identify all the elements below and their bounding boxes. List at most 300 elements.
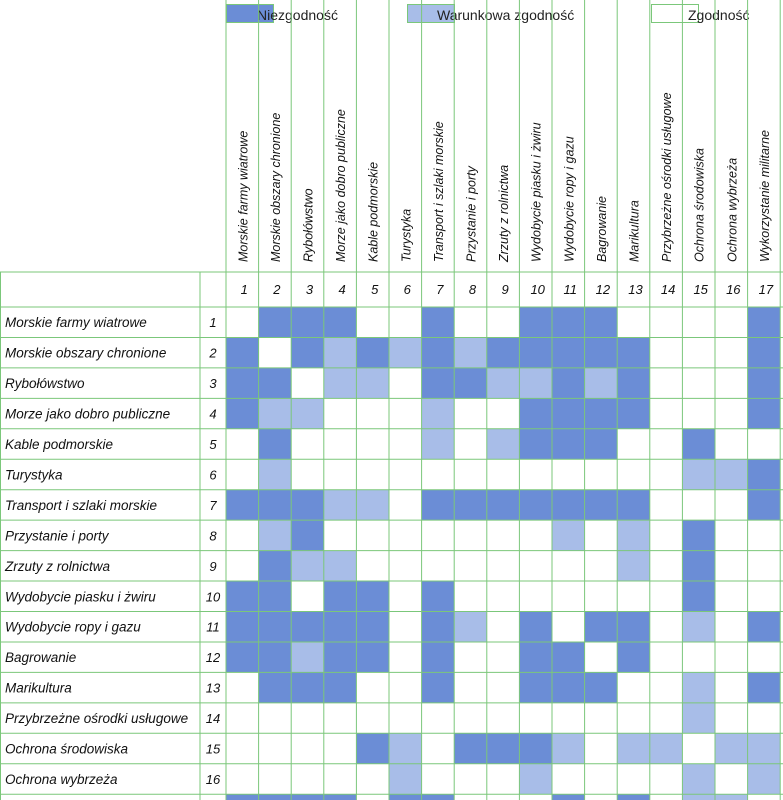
matrix-cell-r7-c9 (487, 490, 520, 520)
matrix-cell-r3-c15 (682, 368, 715, 398)
matrix-cell-r16-c10 (519, 764, 552, 794)
matrix-cell-r6-c10 (519, 459, 552, 489)
matrix-cell-r4-c7 (422, 398, 455, 428)
row-number-3: 3 (209, 376, 217, 392)
matrix-cell-r11-c9 (487, 612, 520, 642)
matrix-cell-r1-c3 (291, 307, 324, 337)
matrix-cell-r13-c3 (291, 672, 324, 702)
matrix-cell-r11-c4 (324, 612, 357, 642)
matrix-cell-r15-c8 (454, 733, 487, 763)
matrix-cell-r17-c14 (650, 794, 683, 800)
column-number-13: 13 (628, 282, 643, 297)
matrix-cell-r12-c4 (324, 642, 357, 672)
matrix-cell-r8-c4 (324, 520, 357, 550)
matrix-cell-r15-c10 (519, 733, 552, 763)
row-label-4: Morze jako dobro publiczne (5, 406, 171, 422)
matrix-cell-r1-c4 (324, 307, 357, 337)
matrix-cell-r3-c2 (259, 368, 292, 398)
matrix-cell-r12-c9 (487, 642, 520, 672)
matrix-cell-r12-c14 (650, 642, 683, 672)
legend-label-conditional: Warunkowa zgodność (437, 7, 575, 23)
matrix-cell-r8-c8 (454, 520, 487, 550)
matrix-cell-r8-c14 (650, 520, 683, 550)
row-number-16: 16 (205, 771, 221, 787)
matrix-cell-r8-c11 (552, 520, 585, 550)
matrix-cell-r14-c1 (226, 703, 259, 733)
matrix-cell-r10-c12 (585, 581, 618, 611)
matrix-cell-r4-c13 (617, 398, 650, 428)
matrix-cell-r6-c5 (356, 459, 389, 489)
matrix-cell-r1-c9 (487, 307, 520, 337)
matrix-cell-r1-c12 (585, 307, 618, 337)
matrix-cell-r16-c9 (487, 764, 520, 794)
matrix-cell-r12-c13 (617, 642, 650, 672)
matrix-cell-r10-c3 (291, 581, 324, 611)
matrix-cell-r5-c6 (389, 429, 422, 459)
matrix-cell-r11-c8 (454, 612, 487, 642)
matrix-cell-r3-c8 (454, 368, 487, 398)
matrix-cell-r10-c8 (454, 581, 487, 611)
column-label-8: Przystanie i porty (464, 166, 479, 262)
matrix-cell-r11-c7 (422, 612, 455, 642)
matrix-cell-r7-c3 (291, 490, 324, 520)
matrix-cell-r2-c3 (291, 337, 324, 367)
matrix-cell-r4-c16 (715, 398, 748, 428)
matrix-cell-r9-c8 (454, 551, 487, 581)
matrix-cell-r3-c3 (291, 368, 324, 398)
matrix-cell-r14-c11 (552, 703, 585, 733)
matrix-cell-r4-c12 (585, 398, 618, 428)
matrix-cell-r13-c9 (487, 672, 520, 702)
row-number-13: 13 (205, 680, 221, 696)
matrix-cell-r8-c16 (715, 520, 748, 550)
matrix-cell-r8-c10 (519, 520, 552, 550)
matrix-cell-r17-c1 (226, 794, 259, 800)
matrix-cell-r17-c12 (585, 794, 618, 800)
matrix-cell-r15-c1 (226, 733, 259, 763)
matrix-cell-r6-c11 (552, 459, 585, 489)
row-number-14: 14 (205, 711, 221, 727)
matrix-cell-r1-c15 (682, 307, 715, 337)
matrix-cell-r1-c1 (226, 307, 259, 337)
matrix-cell-r10-c2 (259, 581, 292, 611)
matrix-cell-r12-c16 (715, 642, 748, 672)
matrix-cell-r6-c8 (454, 459, 487, 489)
matrix-cell-r13-c8 (454, 672, 487, 702)
row-label-8: Przystanie i porty (5, 528, 109, 544)
matrix-cell-r11-c16 (715, 612, 748, 642)
matrix-cell-r2-c10 (519, 337, 552, 367)
matrix-cell-r5-c9 (487, 429, 520, 459)
matrix-cell-r12-c8 (454, 642, 487, 672)
matrix-cell-r2-c9 (487, 337, 520, 367)
matrix-cell-r11-c10 (519, 612, 552, 642)
matrix-cell-r17-c17 (748, 794, 781, 800)
matrix-cell-r16-c15 (682, 764, 715, 794)
matrix-cell-r7-c1 (226, 490, 259, 520)
row-label-10: Wydobycie piasku i żwiru (5, 589, 156, 605)
column-number-8: 8 (468, 282, 477, 297)
matrix-cell-r3-c7 (422, 368, 455, 398)
matrix-cell-r15-c12 (585, 733, 618, 763)
matrix-cell-r14-c15 (682, 703, 715, 733)
matrix-cell-r4-c1 (226, 398, 259, 428)
matrix-cell-r3-c10 (519, 368, 552, 398)
row-label-9: Zrzuty z rolnictwa (5, 558, 111, 574)
matrix-cell-r10-c13 (617, 581, 650, 611)
matrix-cell-r4-c10 (519, 398, 552, 428)
column-number-12: 12 (595, 282, 611, 297)
matrix-cell-r11-c12 (585, 612, 618, 642)
column-number-7: 7 (436, 282, 444, 297)
column-label-1: Morskie farmy wiatrowe (236, 130, 251, 262)
matrix-cell-r2-c8 (454, 337, 487, 367)
matrix-cell-r15-c9 (487, 733, 520, 763)
matrix-cell-r8-c1 (226, 520, 259, 550)
matrix-cell-r14-c10 (519, 703, 552, 733)
matrix-cell-r5-c13 (617, 429, 650, 459)
matrix-cell-r3-c9 (487, 368, 520, 398)
matrix-cell-r16-c5 (356, 764, 389, 794)
matrix-cell-r14-c5 (356, 703, 389, 733)
matrix-cell-r9-c11 (552, 551, 585, 581)
row-label-11: Wydobycie ropy i gazu (5, 619, 141, 635)
matrix-cell-r17-c9 (487, 794, 520, 800)
row-label-6: Turystyka (5, 467, 63, 483)
matrix-cell-r9-c13 (617, 551, 650, 581)
matrix-cell-r11-c2 (259, 612, 292, 642)
matrix-cell-r4-c11 (552, 398, 585, 428)
matrix-cell-r10-c7 (422, 581, 455, 611)
matrix-cell-r7-c11 (552, 490, 585, 520)
matrix-cell-r17-c3 (291, 794, 324, 800)
matrix-cell-r11-c15 (682, 612, 715, 642)
matrix-cell-r4-c2 (259, 398, 292, 428)
matrix-cell-r1-c11 (552, 307, 585, 337)
matrix-cell-r10-c6 (389, 581, 422, 611)
matrix-cell-r15-c15 (682, 733, 715, 763)
row-label-1: Morskie farmy wiatrowe (5, 315, 147, 331)
matrix-cell-r6-c12 (585, 459, 618, 489)
matrix-cell-r17-c10 (519, 794, 552, 800)
matrix-cell-r17-c5 (356, 794, 389, 800)
matrix-cell-r5-c1 (226, 429, 259, 459)
matrix-cell-r1-c17 (748, 307, 781, 337)
column-label-16: Ochrona wybrzeża (725, 157, 740, 262)
matrix-cell-r6-c15 (682, 459, 715, 489)
matrix-cell-r17-c16 (715, 794, 748, 800)
matrix-cell-r12-c15 (682, 642, 715, 672)
column-label-7: Transport i szlaki morskie (431, 121, 446, 262)
matrix-cell-r17-c4 (324, 794, 357, 800)
matrix-cell-r5-c10 (519, 429, 552, 459)
matrix-cell-r4-c3 (291, 398, 324, 428)
matrix-cell-r2-c2 (259, 337, 292, 367)
matrix-cell-r13-c15 (682, 672, 715, 702)
matrix-cell-r15-c4 (324, 733, 357, 763)
matrix-cell-r15-c11 (552, 733, 585, 763)
matrix-cell-r13-c16 (715, 672, 748, 702)
matrix-cell-r5-c11 (552, 429, 585, 459)
matrix-cell-r7-c8 (454, 490, 487, 520)
row-label-5: Kable podmorskie (5, 437, 114, 453)
matrix-cell-r2-c5 (356, 337, 389, 367)
matrix-cell-r8-c2 (259, 520, 292, 550)
matrix-cell-r11-c3 (291, 612, 324, 642)
matrix-cell-r4-c5 (356, 398, 389, 428)
matrix-cell-r13-c6 (389, 672, 422, 702)
matrix-cell-r1-c7 (422, 307, 455, 337)
matrix-cell-r13-c2 (259, 672, 292, 702)
column-label-5: Kable podmorskie (366, 161, 381, 262)
matrix-cell-r17-c8 (454, 794, 487, 800)
matrix-cell-r10-c9 (487, 581, 520, 611)
matrix-cell-r7-c2 (259, 490, 292, 520)
matrix-cell-r2-c7 (422, 337, 455, 367)
matrix-cell-r9-c10 (519, 551, 552, 581)
matrix-cell-r10-c17 (748, 581, 781, 611)
matrix-cell-r2-c14 (650, 337, 683, 367)
matrix-cell-r3-c13 (617, 368, 650, 398)
matrix-cell-r17-c2 (259, 794, 292, 800)
matrix-cell-r13-c5 (356, 672, 389, 702)
matrix-cell-r2-c12 (585, 337, 618, 367)
matrix-cell-r16-c7 (422, 764, 455, 794)
matrix-cell-r6-c17 (748, 459, 781, 489)
matrix-cell-r9-c12 (585, 551, 618, 581)
matrix-cell-r16-c11 (552, 764, 585, 794)
matrix-cell-r15-c7 (422, 733, 455, 763)
matrix-cell-r12-c11 (552, 642, 585, 672)
column-number-5: 5 (371, 282, 379, 297)
matrix-cell-r10-c16 (715, 581, 748, 611)
matrix-cell-r12-c7 (422, 642, 455, 672)
matrix-cell-r11-c14 (650, 612, 683, 642)
row-number-4: 4 (209, 406, 217, 422)
column-label-13: Marikultura (627, 200, 642, 262)
row-number-11: 11 (206, 619, 220, 635)
matrix-cell-r11-c5 (356, 612, 389, 642)
row-label-7: Transport i szlaki morskie (5, 497, 158, 513)
row-label-3: Rybołówstwo (5, 376, 85, 392)
row-number-1: 1 (209, 315, 217, 331)
column-number-17: 17 (758, 282, 774, 297)
matrix-cell-r7-c12 (585, 490, 618, 520)
matrix-cell-r9-c7 (422, 551, 455, 581)
matrix-cell-r13-c7 (422, 672, 455, 702)
matrix-cell-r12-c6 (389, 642, 422, 672)
matrix-cell-r5-c7 (422, 429, 455, 459)
matrix-cell-r5-c14 (650, 429, 683, 459)
matrix-cell-r1-c5 (356, 307, 389, 337)
matrix-cell-r17-c13 (617, 794, 650, 800)
matrix-cell-r1-c13 (617, 307, 650, 337)
matrix-cell-r9-c15 (682, 551, 715, 581)
matrix-cell-r4-c15 (682, 398, 715, 428)
matrix-cell-r8-c15 (682, 520, 715, 550)
matrix-cell-r8-c3 (291, 520, 324, 550)
matrix-cell-r15-c3 (291, 733, 324, 763)
matrix-cell-r9-c6 (389, 551, 422, 581)
matrix-cell-r15-c16 (715, 733, 748, 763)
matrix-cell-r15-c2 (259, 733, 292, 763)
matrix-cell-r9-c5 (356, 551, 389, 581)
matrix-cell-r8-c13 (617, 520, 650, 550)
matrix-cell-r11-c17 (748, 612, 781, 642)
matrix-cell-r15-c17 (748, 733, 781, 763)
matrix-cell-r14-c3 (291, 703, 324, 733)
row-number-6: 6 (209, 467, 217, 483)
matrix-cell-r10-c5 (356, 581, 389, 611)
matrix-cell-r5-c16 (715, 429, 748, 459)
legend-label-non-compliance: Niezgodność (257, 7, 338, 23)
column-label-6: Turystyka (399, 208, 414, 262)
matrix-cell-r2-c17 (748, 337, 781, 367)
matrix-cell-r7-c15 (682, 490, 715, 520)
matrix-cell-r3-c12 (585, 368, 618, 398)
matrix-cell-r16-c16 (715, 764, 748, 794)
matrix-cell-r8-c6 (389, 520, 422, 550)
matrix-cell-r5-c3 (291, 429, 324, 459)
row-label-12: Bagrowanie (5, 650, 77, 666)
matrix-cell-r15-c14 (650, 733, 683, 763)
matrix-cell-r14-c17 (748, 703, 781, 733)
matrix-cell-r7-c17 (748, 490, 781, 520)
matrix-cell-r5-c8 (454, 429, 487, 459)
matrix-cell-r14-c12 (585, 703, 618, 733)
matrix-cell-r16-c1 (226, 764, 259, 794)
matrix-cell-r14-c9 (487, 703, 520, 733)
column-number-10: 10 (530, 282, 545, 297)
matrix-cell-r9-c17 (748, 551, 781, 581)
matrix-cell-r6-c7 (422, 459, 455, 489)
matrix-cell-r9-c2 (259, 551, 292, 581)
column-label-12: Bagrowanie (594, 195, 609, 262)
matrix-cell-r7-c14 (650, 490, 683, 520)
matrix-cell-r12-c5 (356, 642, 389, 672)
matrix-cell-r7-c16 (715, 490, 748, 520)
matrix-cell-r13-c13 (617, 672, 650, 702)
matrix-cell-r1-c10 (519, 307, 552, 337)
column-label-3: Rybołówstwo (301, 188, 316, 262)
matrix-cell-r3-c16 (715, 368, 748, 398)
matrix-cell-r9-c3 (291, 551, 324, 581)
matrix-cell-r4-c17 (748, 398, 781, 428)
matrix-cell-r7-c5 (356, 490, 389, 520)
column-number-2: 2 (273, 282, 281, 297)
matrix-cell-r9-c1 (226, 551, 259, 581)
column-number-15: 15 (693, 282, 708, 297)
matrix-cell-r13-c10 (519, 672, 552, 702)
matrix-cell-r1-c6 (389, 307, 422, 337)
matrix-cell-r14-c4 (324, 703, 357, 733)
matrix-cell-r10-c1 (226, 581, 259, 611)
column-label-10: Wydobycie piasku i żwiru (529, 122, 544, 262)
matrix-cell-r16-c17 (748, 764, 781, 794)
matrix-cell-r6-c2 (259, 459, 292, 489)
matrix-cell-r8-c17 (748, 520, 781, 550)
matrix-cell-r14-c7 (422, 703, 455, 733)
matrix-cell-r16-c2 (259, 764, 292, 794)
matrix-cell-r7-c6 (389, 490, 422, 520)
matrix-cell-r8-c9 (487, 520, 520, 550)
matrix-cell-r3-c4 (324, 368, 357, 398)
column-number-11: 11 (563, 282, 578, 297)
row-label-13: Marikultura (5, 680, 72, 696)
matrix-cell-r13-c11 (552, 672, 585, 702)
matrix-cell-r9-c16 (715, 551, 748, 581)
matrix-cell-r16-c3 (291, 764, 324, 794)
column-number-16: 16 (726, 282, 741, 297)
matrix-cell-r5-c17 (748, 429, 781, 459)
column-number-3: 3 (305, 282, 314, 297)
matrix-cell-r3-c1 (226, 368, 259, 398)
matrix-cell-r9-c9 (487, 551, 520, 581)
matrix-cell-r14-c6 (389, 703, 422, 733)
matrix-cell-r3-c11 (552, 368, 585, 398)
matrix-cell-r7-c4 (324, 490, 357, 520)
matrix-cell-r1-c16 (715, 307, 748, 337)
matrix-cell-r2-c15 (682, 337, 715, 367)
matrix-cell-r17-c11 (552, 794, 585, 800)
row-label-2: Morskie obszary chronione (5, 345, 167, 361)
matrix-cell-r17-c7 (422, 794, 455, 800)
column-label-4: Morze jako dobro publiczne (334, 109, 349, 262)
matrix-cell-r5-c2 (259, 429, 292, 459)
matrix-cell-r7-c13 (617, 490, 650, 520)
column-number-1: 1 (240, 282, 248, 297)
matrix-cell-r11-c6 (389, 612, 422, 642)
matrix-cell-r12-c17 (748, 642, 781, 672)
matrix-cell-r14-c16 (715, 703, 748, 733)
matrix-cell-r5-c15 (682, 429, 715, 459)
row-number-7: 7 (209, 497, 217, 513)
column-label-11: Wydobycie ropy i gazu (562, 136, 577, 262)
matrix-cell-r6-c9 (487, 459, 520, 489)
matrix-cell-r1-c8 (454, 307, 487, 337)
matrix-cell-r13-c14 (650, 672, 683, 702)
column-number-6: 6 (403, 282, 411, 297)
matrix-cell-r9-c14 (650, 551, 683, 581)
matrix-cell-r10-c11 (552, 581, 585, 611)
matrix-cell-r4-c8 (454, 398, 487, 428)
matrix-cell-r4-c4 (324, 398, 357, 428)
legend-label-compliance: Zgodność (688, 7, 750, 23)
matrix-cell-r14-c2 (259, 703, 292, 733)
matrix-cell-r6-c14 (650, 459, 683, 489)
matrix-cell-r17-c15 (682, 794, 715, 800)
matrix-cell-r1-c14 (650, 307, 683, 337)
matrix-cell-r4-c6 (389, 398, 422, 428)
matrix-cell-r7-c7 (422, 490, 455, 520)
column-number-14: 14 (660, 282, 676, 297)
matrix-cell-r12-c3 (291, 642, 324, 672)
matrix-cell-r6-c6 (389, 459, 422, 489)
matrix-cell-r2-c13 (617, 337, 650, 367)
matrix-cell-r15-c6 (389, 733, 422, 763)
row-label-14: Przybrzeżne ośrodki usługowe (5, 711, 189, 727)
matrix-cell-r12-c2 (259, 642, 292, 672)
matrix-cell-r4-c9 (487, 398, 520, 428)
row-number-5: 5 (209, 437, 217, 453)
matrix-cell-r1-c2 (259, 307, 292, 337)
column-label-17: Wykorzystanie militarne (757, 130, 772, 262)
matrix-cell-r6-c3 (291, 459, 324, 489)
matrix-cell-r12-c10 (519, 642, 552, 672)
matrix-cell-r16-c8 (454, 764, 487, 794)
row-label-16: Ochrona wybrzeża (5, 771, 118, 787)
matrix-cell-r10-c4 (324, 581, 357, 611)
